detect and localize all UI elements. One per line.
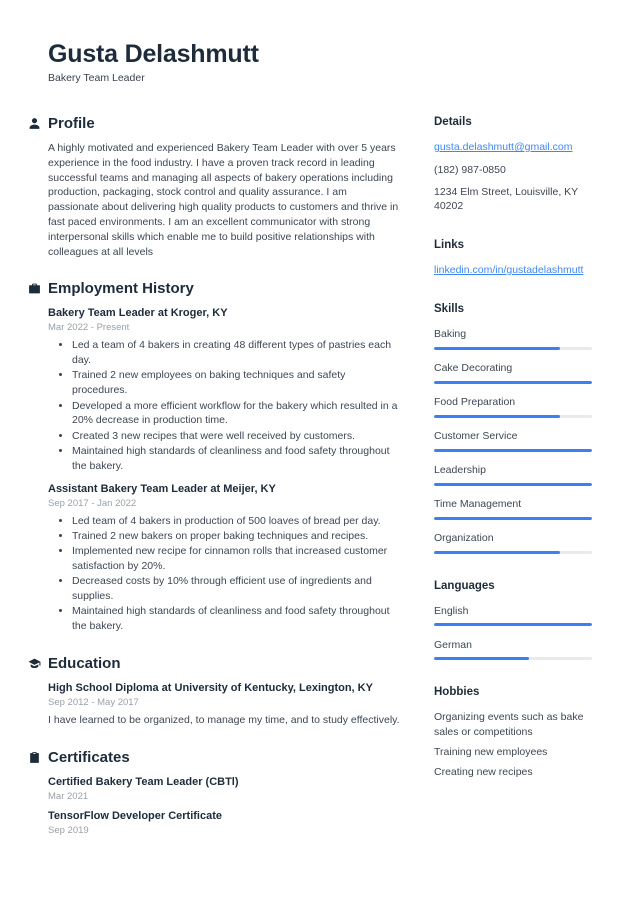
skill-bar-fill xyxy=(434,551,560,554)
job-bullet: • Trained 2 new employees on baking techniques and safety procedures. xyxy=(72,368,400,398)
skill-bar-fill xyxy=(434,517,592,520)
job-entry xyxy=(48,306,400,473)
language-bar-fill xyxy=(434,657,529,660)
profile-heading-row xyxy=(28,115,400,132)
skill-label: Cake Decorating xyxy=(434,362,513,374)
skill-item xyxy=(434,395,592,418)
skill-bar-fill xyxy=(434,347,560,350)
certificate-entry xyxy=(48,809,400,836)
profile-section xyxy=(48,115,400,259)
clipboard-icon xyxy=(28,751,41,764)
language-bar-track xyxy=(434,657,592,660)
certificates-heading: Certificates xyxy=(48,748,130,766)
sidebar-column xyxy=(434,115,592,857)
language-bar-track xyxy=(434,623,592,626)
skill-label: Baking xyxy=(434,328,467,340)
job-bullet: • Implemented new recipe for cinnamon rolls that increased customer satisfaction by 20%. xyxy=(72,544,400,574)
education-heading: Education xyxy=(48,654,121,672)
job-entry xyxy=(48,482,400,634)
certificates-heading-row xyxy=(28,749,400,766)
job-bullet-list xyxy=(48,338,400,473)
linkedin-row xyxy=(434,263,592,277)
email-link[interactable]: gusta.delashmutt@gmail.com xyxy=(434,141,573,153)
graduation-cap-icon xyxy=(28,657,41,670)
skill-bar-track xyxy=(434,517,592,520)
job-bullet: • Led a team of 4 bakers in creating 48 different types of pastries each day. xyxy=(72,338,400,368)
skill-label: Organization xyxy=(434,532,494,544)
job-bullet: • Maintained high standards of cleanliness and food safety throughout the bakery. xyxy=(72,604,400,634)
job-dates: Sep 2017 - Jan 2022 xyxy=(48,497,137,509)
skill-item xyxy=(434,429,592,452)
details-section xyxy=(434,115,592,213)
email-row xyxy=(434,140,592,154)
language-item xyxy=(434,604,592,627)
skill-bar-fill xyxy=(434,381,592,384)
skill-bar-track xyxy=(434,483,592,486)
job-title: Assistant Bakery Team Leader at Meijer, KY xyxy=(48,482,276,495)
education-description: I have learned to be organized, to manage my time, and to study effectively. xyxy=(48,713,400,726)
certificate-title: TensorFlow Developer Certificate xyxy=(48,809,223,822)
skill-item xyxy=(434,327,592,350)
phone: (182) 987-0850 xyxy=(434,163,506,176)
language-label: English xyxy=(434,604,469,617)
education-section xyxy=(48,655,400,728)
certificate-dates: Sep 2019 xyxy=(48,824,89,836)
language-bar-fill xyxy=(434,623,592,626)
education-title: High School Diploma at University of Kentucky, Lexington, KY xyxy=(48,681,373,694)
profile-heading: Profile xyxy=(48,115,95,132)
skill-bar-track xyxy=(434,551,592,554)
skill-bar-track xyxy=(434,415,592,418)
skill-bar-fill xyxy=(434,483,592,486)
job-title: Bakery Team Leader at Kroger, KY xyxy=(48,307,228,320)
links-section xyxy=(434,238,592,277)
job-dates: Mar 2022 - Present xyxy=(48,322,130,334)
skill-bar-fill xyxy=(434,415,560,418)
address: 1234 Elm Street, Louisville, KY 40202 xyxy=(434,186,578,212)
hobby-item: Creating new recipes xyxy=(434,765,533,778)
skill-item xyxy=(434,463,592,486)
skill-item xyxy=(434,361,592,384)
education-entry xyxy=(48,681,400,728)
skills-heading: Skills xyxy=(434,303,465,315)
job-bullet-list xyxy=(48,514,400,634)
certificate-title: Certified Bakery Team Leader (CBTl) xyxy=(48,775,239,788)
job-bullet: • Trained 2 new bakers on proper baking techniques and recipes. xyxy=(72,529,400,544)
education-heading-row xyxy=(28,655,400,672)
job-bullet: • Maintained high standards of cleanliness and food safety throughout the bakery. xyxy=(72,444,400,474)
employment-section xyxy=(48,280,400,634)
resume-header xyxy=(48,40,592,84)
job-bullet: • Created 3 new recipes that were well received by customers. xyxy=(72,429,400,444)
briefcase-icon xyxy=(28,282,41,295)
certificate-entry xyxy=(48,775,400,802)
person-job-title: Bakery Team Leader xyxy=(48,72,145,84)
links-heading: Links xyxy=(434,239,465,251)
skill-label: Leadership xyxy=(434,464,486,476)
skill-bar-track xyxy=(434,449,592,452)
skills-section xyxy=(434,302,592,554)
languages-heading: Languages xyxy=(434,579,495,592)
skill-bar-fill xyxy=(434,449,592,452)
job-bullet: • Decreased costs by 10% through efficient use of ingredients and supplies. xyxy=(72,574,400,604)
hobbies-section xyxy=(434,685,592,779)
skill-item xyxy=(434,531,592,554)
job-bullet: • Led team of 4 bakers in production of 500 loaves of bread per day. xyxy=(72,514,400,529)
certificate-dates: Mar 2021 xyxy=(48,790,89,802)
languages-section xyxy=(434,579,592,661)
job-bullet: • Developed a more efficient workflow for the bakery which resulted in a 20% decrease in production time. xyxy=(72,399,400,429)
language-item xyxy=(434,638,592,661)
employment-heading-row xyxy=(28,280,400,297)
hobby-item: Organizing events such as bake sales or competitions xyxy=(434,711,584,738)
resume-columns xyxy=(48,115,592,857)
person-name: Gusta Delashmutt xyxy=(48,40,259,68)
linkedin-link[interactable]: linkedin.com/in/gustadelashmutt xyxy=(434,264,584,276)
hobbies-heading: Hobbies xyxy=(434,686,480,698)
skill-label: Food Preparation xyxy=(434,396,516,408)
employment-heading: Employment History xyxy=(48,280,194,298)
skill-label: Time Management xyxy=(434,498,522,510)
profile-text: A highly motivated and experienced Bakery Team Leader with over 5 years experience in the food industry. I have a proven track record in leading successful teams and managing all aspects of bakery operations including production, packaging, stock control and quality assurance. I am passionate about delivering high quality products to customers and thrive in fast paced environments. I am an excellent communicator with strong interpersonal skills which enable me to build positive relationships with colleagues at all levels xyxy=(48,142,399,258)
skill-label: Customer Service xyxy=(434,430,518,442)
hobby-item: Training new employees xyxy=(434,745,548,758)
skill-bar-track xyxy=(434,381,592,384)
certificates-section xyxy=(48,749,400,836)
details-heading: Details xyxy=(434,116,472,128)
skill-bar-track xyxy=(434,347,592,350)
skill-item xyxy=(434,497,592,520)
education-dates: Sep 2012 - May 2017 xyxy=(48,696,139,708)
language-label: German xyxy=(434,638,472,651)
user-icon xyxy=(28,117,41,130)
main-column xyxy=(48,115,400,857)
